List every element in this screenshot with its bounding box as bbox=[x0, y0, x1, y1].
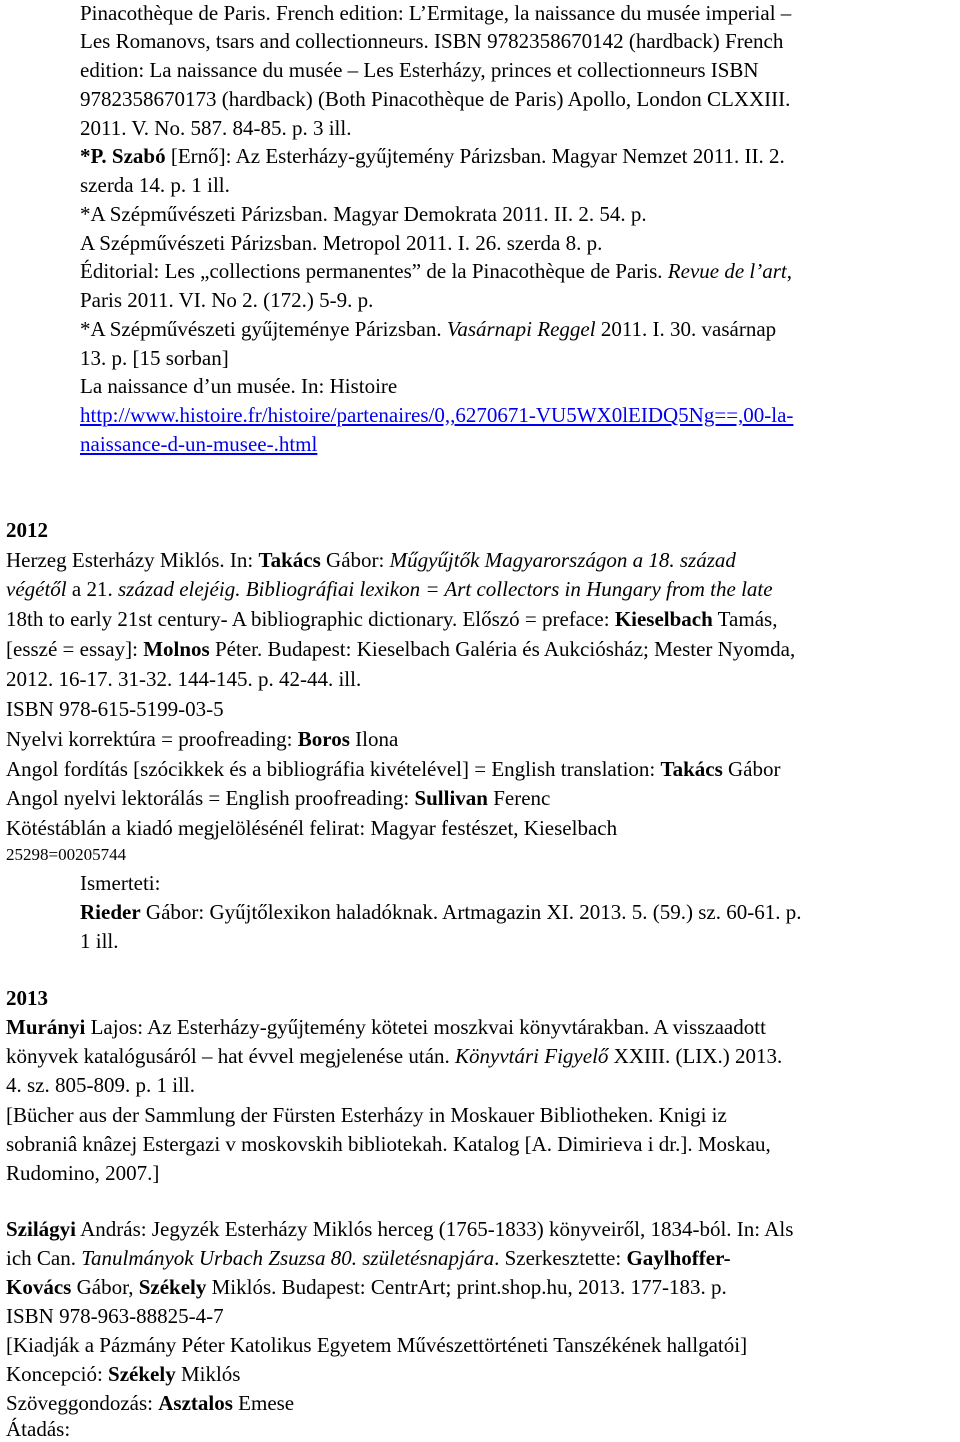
entry-line bbox=[6, 547, 736, 573]
entry-text: Tamás, bbox=[712, 607, 778, 631]
entry-line: 1 ill. bbox=[80, 929, 119, 953]
author-name: Székely bbox=[108, 1362, 176, 1386]
author-name: Székely bbox=[138, 1275, 207, 1299]
entry-line: 2012. 16-17. 31-32. 144-145. p. 42-44. ill. bbox=[6, 667, 362, 691]
entry-text: , bbox=[786, 259, 792, 283]
entry-text: Gábor: bbox=[320, 548, 390, 572]
entry-line: La naissance d’un musée. In: Histoire bbox=[80, 374, 398, 398]
entry-text: [Ernő]: Az Esterházy-gyűjtemény Párizsban. Magyar Nemzet 2011. II. 2. bbox=[165, 144, 785, 168]
catalog-number: 25298=00205744 bbox=[6, 845, 127, 864]
review-label: Ismerteti: bbox=[80, 871, 161, 895]
entry-line bbox=[80, 316, 776, 342]
entry-line bbox=[6, 1245, 731, 1271]
isbn-line: ISBN 978-615-5199-03-5 bbox=[6, 697, 224, 721]
entry-text: Koncepció: bbox=[6, 1362, 109, 1386]
entry-line: Paris 2011. VI. No 2. (172.) 5-9. p. bbox=[80, 288, 374, 312]
entry-line: A Szépművészeti Párizsban. Metropol 2011. I. 26. szerda 8. p. bbox=[80, 231, 603, 255]
book-title: Tanulmányok Urbach Zsuzsa 80. születésnapjára bbox=[81, 1246, 495, 1270]
author-name: Takács bbox=[258, 548, 321, 572]
entry-text: [esszé = essay]: bbox=[6, 637, 144, 661]
entry-line: 9782358670173 (hardback) (Both Pinacothèque de Paris) Apollo, London CLXXIII. bbox=[80, 87, 791, 111]
entry-line: [Kiadják a Pázmány Péter Katolikus Egyetem Művészettörténeti Tanszékének hallgatói] bbox=[6, 1333, 748, 1357]
entry-text: XXIII. (LIX.) 2013. bbox=[608, 1044, 783, 1068]
year-heading-2012: 2012 bbox=[6, 518, 48, 542]
author-name: Gaylhoffer- bbox=[626, 1246, 731, 1270]
author-name: Asztalos bbox=[158, 1391, 233, 1415]
entry-line bbox=[6, 785, 550, 811]
entry-text: Angol fordítás [szócikkek és a bibliográfia kivételével] = English translation: bbox=[6, 757, 661, 781]
entry-line: sobraniâ knâzej Estergazi v moskovskih bibliotekah. Katalog [A. Dimirieva i dr.]. Moskau, bbox=[6, 1132, 771, 1156]
entry-text: Ferenc bbox=[487, 786, 551, 810]
entry-text: Herzeg Esterházy Miklós. In: bbox=[6, 548, 259, 572]
entry-text: Szöveggondozás: bbox=[6, 1391, 159, 1415]
entry-text: 2011. I. 30. vasárnap bbox=[595, 317, 777, 341]
entry-line: Pinacothèque de Paris. French edition: L’Ermitage, la naissance du musée imperial – bbox=[80, 1, 792, 25]
entry-line bbox=[6, 1361, 240, 1387]
entry-line bbox=[6, 1274, 727, 1300]
isbn-line: ISBN 978-963-88825-4-7 bbox=[6, 1304, 224, 1328]
entry-line: Kötéstáblán a kiadó megjelölésénél felirat: Magyar festészet, Kieselbach bbox=[6, 816, 618, 840]
entry-text: András: Jegyzék Esterházy Miklós herceg (1765-1833) könyveiről, 1834-ból. In: Als bbox=[76, 1217, 794, 1241]
entry-text: Angol nyelvi lektorálás = English proofreading: bbox=[6, 786, 415, 810]
histoire-link[interactable]: http://www.histoire.fr/histoire/partenaires/0,,6270671-VU5WX0lEIDQ5Ng==,00-la- bbox=[80, 403, 794, 427]
year-heading-2013: 2013 bbox=[6, 986, 48, 1010]
entry-line bbox=[80, 899, 801, 925]
entry-text: Ilona bbox=[349, 727, 399, 751]
author-name: *P. Szabó bbox=[80, 144, 166, 168]
entry-text: könyvek katalógusáról – hat évvel megjelenése után. bbox=[6, 1044, 456, 1068]
entry-line: 4. sz. 805-809. p. 1 ill. bbox=[6, 1073, 195, 1097]
entry-text: Miklós. Budapest: CentrArt; print.shop.hu, 2013. 177-183. p. bbox=[206, 1275, 727, 1299]
entry-line: Les Romanovs, tsars and collectionneurs. ISBN 9782358670142 (hardback) French bbox=[80, 29, 784, 53]
entry-line: Rudomino, 2007.] bbox=[6, 1161, 160, 1185]
author-name: Takács bbox=[660, 757, 723, 781]
entry-text: Gábor, bbox=[71, 1275, 139, 1299]
histoire-link[interactable]: naissance-d-un-musee-.html bbox=[80, 432, 318, 456]
author-name: Kovács bbox=[6, 1275, 72, 1299]
entry-text: Péter. Budapest: Kieselbach Galéria és Aukciósház; Mester Nyomda, bbox=[209, 637, 796, 661]
entry-text: Emese bbox=[232, 1391, 295, 1415]
entry-text: *A Szépművészeti gyűjteménye Párizsban. bbox=[80, 317, 447, 341]
entry-text: Nyelvi korrektúra = proofreading: bbox=[6, 727, 298, 751]
entry-line: edition: La naissance du musée – Les Esterházy, princes et collectionneurs ISBN bbox=[80, 58, 759, 82]
journal-title: Könyvtári Figyelő bbox=[455, 1044, 609, 1068]
author-name: Rieder bbox=[80, 900, 141, 924]
entry-line bbox=[6, 756, 781, 782]
entry-line: 13. p. [15 sorban] bbox=[80, 346, 229, 370]
entry-line bbox=[6, 1390, 294, 1416]
entry-line bbox=[6, 1014, 766, 1040]
entry-line bbox=[6, 1043, 782, 1069]
author-name: Sullivan bbox=[414, 786, 488, 810]
entry-text: . Szerkesztette: bbox=[494, 1246, 627, 1270]
entry-line bbox=[6, 636, 795, 662]
author-name: Murányi bbox=[6, 1015, 86, 1039]
entry-line bbox=[6, 606, 777, 632]
author-name: Kieselbach bbox=[614, 607, 713, 631]
journal-title: Vasárnapi Reggel bbox=[446, 317, 596, 341]
entry-line: [Bücher aus der Sammlung der Fürsten Esterházy in Moskauer Bibliotheken. Knigi iz bbox=[6, 1103, 727, 1127]
entry-line bbox=[6, 576, 773, 602]
author-name: Molnos bbox=[143, 637, 210, 661]
entry-line: Átadás: bbox=[6, 1417, 71, 1441]
author-name: Szilágyi bbox=[6, 1217, 77, 1241]
entry-text: ich Can. bbox=[6, 1246, 82, 1270]
entry-line: 2011. V. No. 587. 84-85. p. 3 ill. bbox=[80, 116, 352, 140]
entry-line: szerda 14. p. 1 ill. bbox=[80, 173, 230, 197]
entry-text: Gábor: Gyűjtőlexikon haladóknak. Artmagazin XI. 2013. 5. (59.) sz. 60-61. p. bbox=[140, 900, 802, 924]
book-title: század elejéig. Bibliográfiai lexikon = Art collectors in Hungary from the late bbox=[117, 577, 773, 601]
entry-line bbox=[6, 1216, 793, 1242]
entry-text: Gábor bbox=[722, 757, 781, 781]
entry-line bbox=[80, 258, 792, 284]
entry-text: Miklós bbox=[175, 1362, 241, 1386]
author-name: Boros bbox=[297, 727, 350, 751]
book-title: Műgyűjtők Magyarországon a 18. század bbox=[389, 548, 736, 572]
entry-line bbox=[80, 143, 785, 169]
entry-text: Lajos: Az Esterházy-gyűjtemény kötetei moszkvai könyvtárakban. A visszaadott bbox=[85, 1015, 766, 1039]
book-title: végétől bbox=[6, 577, 67, 601]
entry-text: a 21. bbox=[66, 577, 118, 601]
entry-text: Éditorial: Les „collections permanentes” de la Pinacothèque de Paris. bbox=[80, 259, 668, 283]
journal-title: Revue de l’art bbox=[667, 259, 787, 283]
entry-line bbox=[6, 726, 398, 752]
entry-text: 18th to early 21st century- A bibliographic dictionary. Előszó = preface: bbox=[6, 607, 615, 631]
entry-line: *A Szépművészeti Párizsban. Magyar Demokrata 2011. II. 2. 54. p. bbox=[80, 202, 647, 226]
